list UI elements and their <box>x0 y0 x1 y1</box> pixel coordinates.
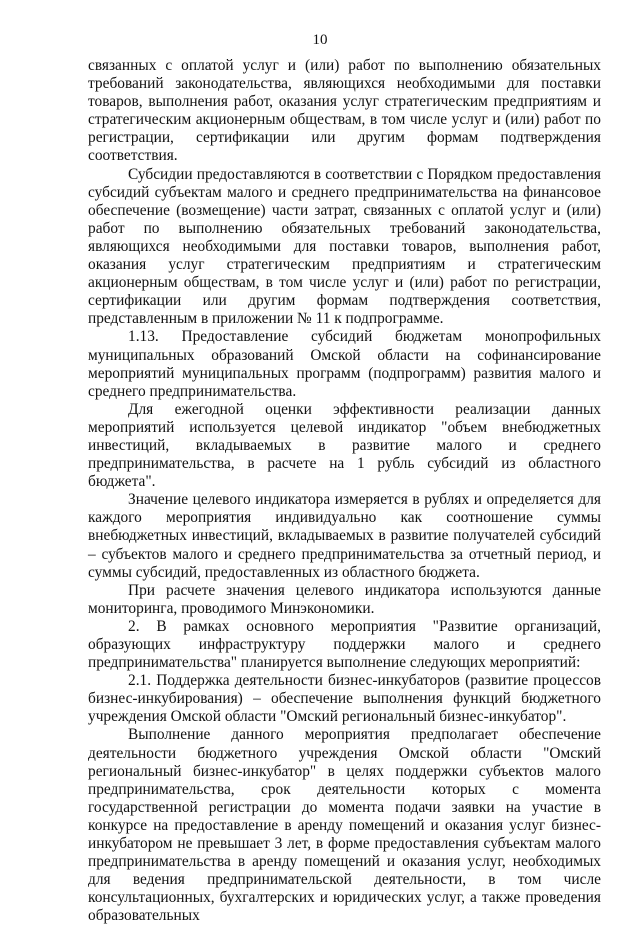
page-body <box>88 57 601 926</box>
paragraph: 2.1. Поддержка деятельности бизнес-инкубаторов (развитие процессов бизнес-инкубирования) – обеспечение выполнения функций бюджетного учреждения Омской области "Омский региональный бизнес-инкубатор". <box>88 672 601 726</box>
paragraph: Выполнение данного мероприятия предполагает обеспечение деятельности бюджетного учреждения Омской области "Омский региональный бизнес-инкубатор" в целях поддержки субъектов малого предпринимательства, срок деятельности которых с момента государственной регистрации до момента подачи заявки на участие в конкурсе на предоставление в аренду помещений и оказания услуг бизнес-инкубатором не превышает 3 лет, в форме предоставления субъектам малого предпринимательства в аренду помещений и оказания услуг, необходимых для ведения предпринимательской деятельности, в том числе консультационных, бухгалтерских и юридических услуг, а также проведения образовательных <box>88 726 601 925</box>
paragraph: связанных с оплатой услуг и (или) работ по выполнению обязательных требований законодательства, являющихся необходимыми для поставки товаров, выполнения работ, оказания услуг стратегическим предприятиям и стратегическим акционерным обществам, в том числе услуг и (или) работ по регистрации, сертификации или другим формам подтверждения соответствия. <box>88 57 601 165</box>
paragraph: 1.13. Предоставление субсидий бюджетам монопрофильных муниципальных образований Омской области на софинансирование мероприятий муниципальных программ (подпрограмм) развития малого и среднего предпринимательства. <box>88 328 601 400</box>
paragraph: Субсидии предоставляются в соответствии с Порядком предоставления субсидий субъектам малого и среднего предпринимательства на финансовое обеспечение (возмещение) части затрат, связанных с оплатой услуг и (или) работ по выполнению обязательных требований законодательства, являющихся необходимыми для поставки товаров, выполнения работ, оказания услуг стратегическим предприятиям и стратегическим акционерным обществам, в том числе услуг и (или) работ по регистрации, сертификации или другим формам подтверждения соответствия, представленным в приложении № 11 к подпрограмме. <box>88 165 601 328</box>
paragraph: При расчете значения целевого индикатора используются данные мониторинга, проводимого Минэкономики. <box>88 581 601 617</box>
paragraph: Значение целевого индикатора измеряется в рублях и определяется для каждого мероприятия индивидуально как соотношение суммы внебюджетных инвестиций, вкладываемых в развитие получателей субсидий – субъектов малого и среднего предпринимательства за отчетный период, и суммы субсидий, предоставленных из областного бюджета. <box>88 491 601 581</box>
paragraph: Для ежегодной оценки эффективности реализации данных мероприятий используется целевой индикатор "объем внебюджетных инвестиций, вкладываемых в развитие малого и среднего предпринимательства, в расчете на 1 рубль субсидий из областного бюджета". <box>88 400 601 491</box>
page-number: 10 <box>312 32 328 48</box>
paragraph: 2. В рамках основного мероприятия "Развитие организаций, образующих инфраструктуру поддержки малого и среднего предпринимательства" планируется выполнение следующих мероприятий: <box>88 617 601 672</box>
